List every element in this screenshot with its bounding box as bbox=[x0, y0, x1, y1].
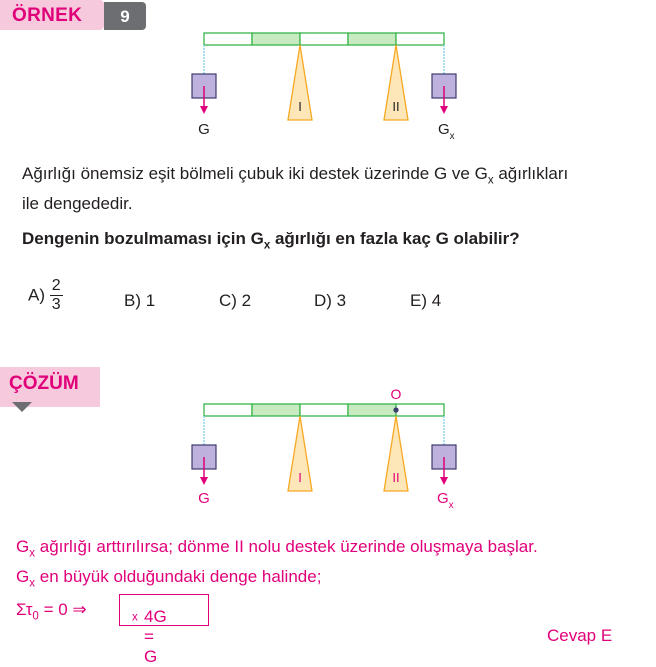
question-prompt: Dengenin bozulmaması için $G_x$ ağırlığı en fazla kaç G olabilir? bbox=[22, 229, 520, 252]
solution-tag bbox=[0, 367, 100, 407]
option-e[interactable]: E) 4 bbox=[410, 291, 442, 310]
pivot-point bbox=[393, 407, 398, 412]
option-a[interactable]: A) $\frac{2}{3}$ bbox=[28, 277, 61, 313]
option-a-fraction: $\frac{2}{3}$ bbox=[51, 277, 61, 313]
example-number: 9 bbox=[120, 7, 130, 26]
option-b[interactable]: B) 1 bbox=[124, 291, 156, 310]
torque-equation: $\Sigma\tau_0 = 0$ ⇒ bbox=[16, 600, 87, 623]
question-text bbox=[22, 162, 652, 216]
left-weight-label: G bbox=[198, 121, 210, 138]
lever-bar bbox=[204, 33, 444, 45]
example-label: ÖRNEK bbox=[12, 5, 83, 26]
right-weight-label-2: $G_x$ bbox=[437, 490, 454, 511]
result-equation: 4G = G $_x$ bbox=[132, 607, 167, 666]
support-II-label-2: II bbox=[392, 470, 400, 485]
right-weight-label: $G_x$ bbox=[438, 121, 455, 142]
option-d[interactable]: D) 3 bbox=[314, 291, 347, 310]
support-II-label: II bbox=[392, 99, 400, 114]
solution-label: ÇÖZÜM bbox=[9, 373, 79, 394]
example-number-badge bbox=[104, 2, 146, 30]
lever-diagram-solution bbox=[185, 380, 465, 515]
result-box bbox=[119, 594, 209, 666]
pivot-label: O bbox=[390, 386, 402, 402]
support-I-label: I bbox=[298, 99, 302, 114]
lever-bar-2 bbox=[204, 404, 444, 416]
left-weight-label-2: G bbox=[198, 490, 210, 507]
chevron-down-icon bbox=[12, 402, 32, 412]
support-I-label-2: I bbox=[298, 470, 302, 485]
option-c[interactable]: C) 2 bbox=[219, 291, 252, 310]
answer-label: Cevap E bbox=[547, 626, 613, 645]
solution-line-1: $G_x$ ağırlığı arttırılırsa; dönme II nolu destek üzerinde oluşmaya başlar. bbox=[16, 537, 538, 560]
question-line-2: ile dengededir. bbox=[22, 194, 133, 214]
solution-line-2: $G_x$ en büyük olduğundaki denge halinde; bbox=[16, 567, 322, 590]
lever-diagram-question bbox=[185, 28, 465, 143]
example-tag bbox=[0, 0, 104, 30]
question-line-1: Ağırlığı önemsiz eşit bölmeli çubuk iki destek üzerinde G ve $G_x$ ağırlıkları bbox=[22, 164, 569, 187]
